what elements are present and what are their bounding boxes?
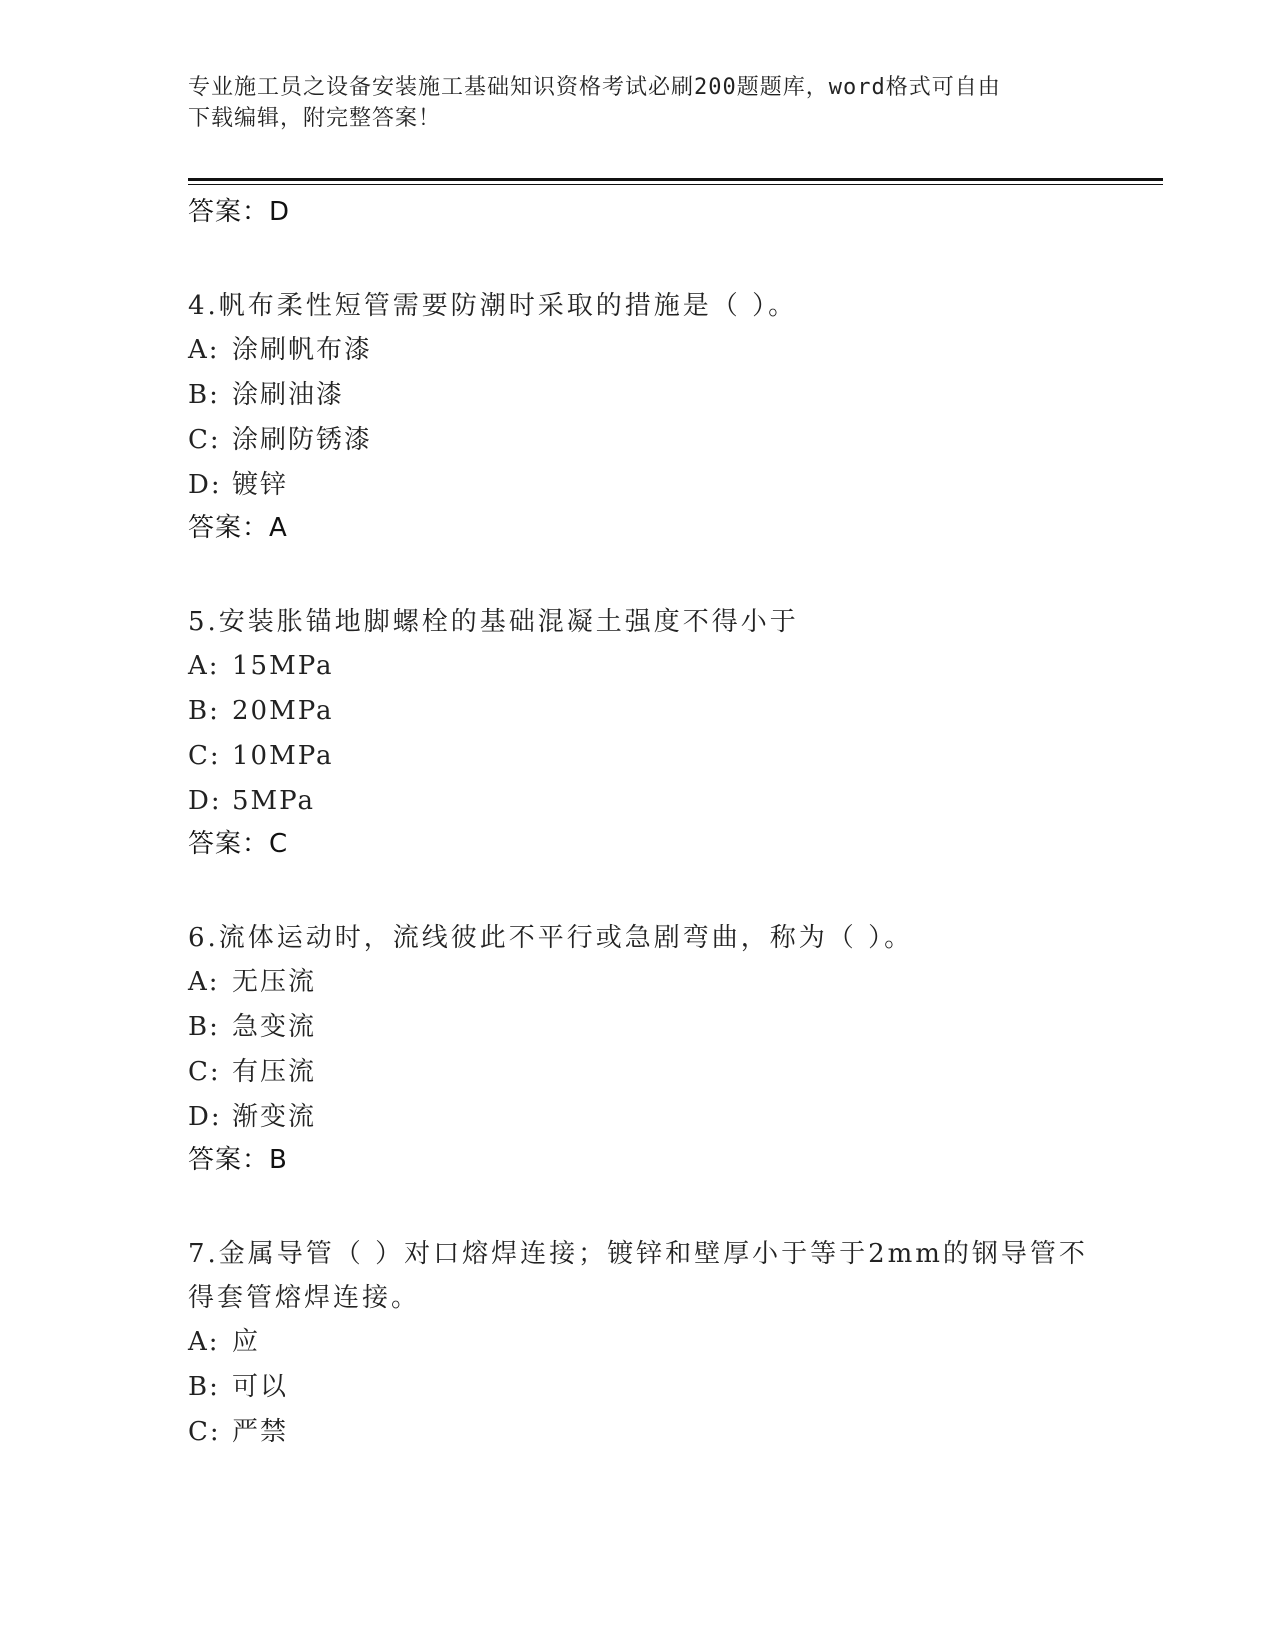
option-b xyxy=(188,1365,1088,1410)
question-list xyxy=(188,194,1088,1455)
option-text: 急变流 xyxy=(232,1012,317,1042)
answer-line: 答案：B xyxy=(188,1145,288,1175)
option-d xyxy=(188,1095,1088,1140)
option-d xyxy=(188,463,1088,508)
question-stem: 4.帆布柔性短管需要防潮时采取的措施是（ ）。 xyxy=(188,291,798,321)
option-key: B: xyxy=(188,696,220,726)
option-a xyxy=(188,328,1088,373)
question-7 xyxy=(188,1232,1088,1455)
option-d xyxy=(188,779,1088,824)
option-key: A: xyxy=(188,651,220,681)
option-key: B: xyxy=(188,1012,220,1042)
option-a xyxy=(188,960,1088,1005)
question-4 xyxy=(188,284,1088,546)
option-text: 有压流 xyxy=(232,1057,317,1087)
question-5 xyxy=(188,600,1088,862)
option-key: D: xyxy=(188,1102,222,1132)
option-text: 渐变流 xyxy=(232,1102,317,1132)
answer-line: 答案：D xyxy=(188,197,291,227)
question-stem: 6.流体运动时，流线彼此不平行或急剧弯曲，称为（ ）。 xyxy=(188,923,914,953)
option-text: 15MPa xyxy=(232,651,334,681)
option-text: 严禁 xyxy=(232,1417,289,1447)
header-line-2: 下载编辑，附完整答案！ xyxy=(188,106,442,131)
option-c xyxy=(188,734,1088,779)
option-c xyxy=(188,1050,1088,1095)
option-key: B: xyxy=(188,1372,220,1402)
option-key: D: xyxy=(188,470,222,500)
option-text: 20MPa xyxy=(232,696,334,726)
option-text: 5MPa xyxy=(232,786,315,816)
option-text: 应 xyxy=(232,1327,261,1357)
header-divider-thick xyxy=(188,178,1163,181)
option-a xyxy=(188,644,1088,689)
option-b xyxy=(188,373,1088,418)
option-text: 涂刷油漆 xyxy=(232,380,345,410)
option-key: A: xyxy=(188,1327,220,1357)
question-stem: 5.安装胀锚地脚螺栓的基础混凝土强度不得小于 xyxy=(188,607,799,637)
option-text: 可以 xyxy=(232,1372,289,1402)
answer-line: 答案：C xyxy=(188,829,289,859)
option-b xyxy=(188,689,1088,734)
option-c xyxy=(188,1410,1088,1455)
option-key: B: xyxy=(188,380,220,410)
option-c xyxy=(188,418,1088,463)
document-header xyxy=(188,72,1088,134)
option-key: C: xyxy=(188,1057,221,1087)
option-text: 涂刷帆布漆 xyxy=(232,335,373,365)
answer-line: 答案：A xyxy=(188,513,288,543)
option-text: 涂刷防锈漆 xyxy=(232,425,373,455)
option-text: 10MPa xyxy=(232,741,334,771)
header-line-1: 专业施工员之设备安装施工基础知识资格考试必刷200题题库，word格式可自由 xyxy=(188,75,1001,100)
option-a xyxy=(188,1320,1088,1365)
option-key: C: xyxy=(188,1417,221,1447)
question-stem-line-2: 得套管熔焊连接。 xyxy=(188,1283,421,1313)
option-key: C: xyxy=(188,425,221,455)
question-stem-line-1: 7.金属导管（ ）对口熔焊连接；镀锌和壁厚小于等于2mm的钢导管不 xyxy=(188,1239,1088,1269)
option-text: 镀锌 xyxy=(232,470,289,500)
option-b xyxy=(188,1005,1088,1050)
question-6 xyxy=(188,916,1088,1178)
option-key: D: xyxy=(188,786,222,816)
option-key: A: xyxy=(188,335,220,365)
option-key: C: xyxy=(188,741,221,771)
option-key: A: xyxy=(188,967,220,997)
option-text: 无压流 xyxy=(232,967,317,997)
header-divider-thin xyxy=(188,184,1163,185)
